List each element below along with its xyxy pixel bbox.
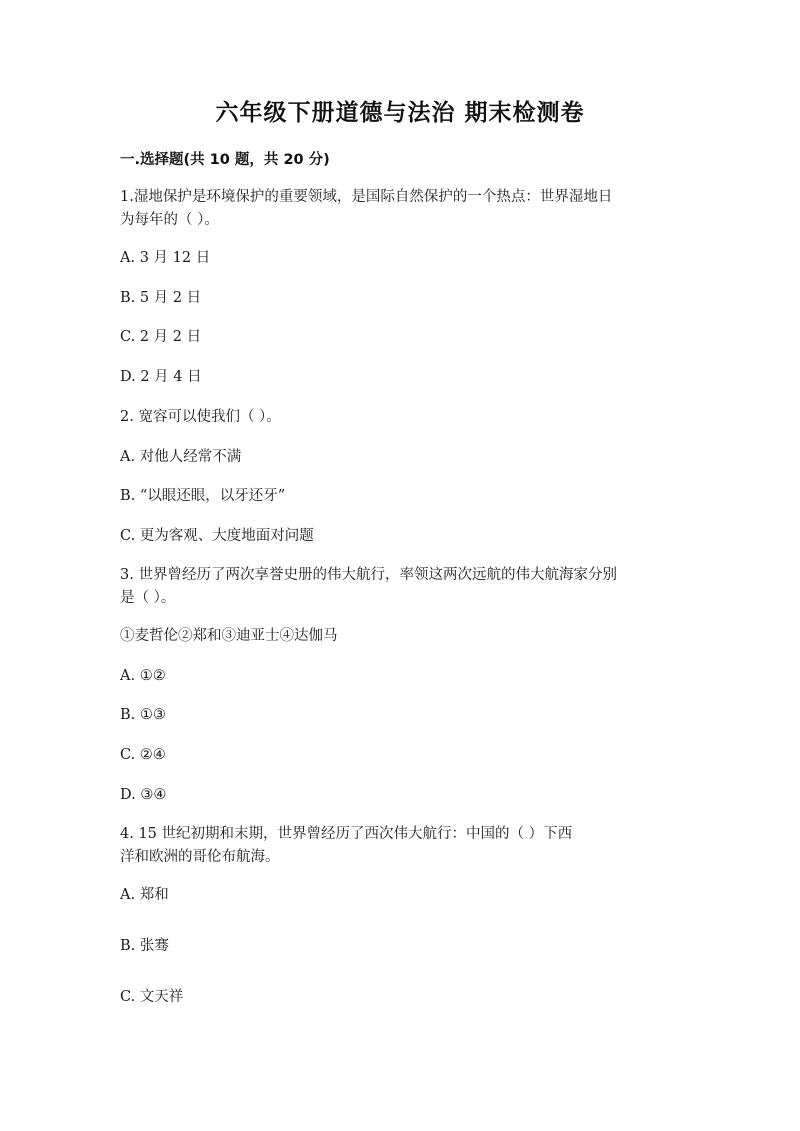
question-1-option-b: B. 5 月 2 日 (120, 290, 202, 306)
question-3-option-a: A. ①② (120, 668, 166, 684)
question-4-option-a: A. 郑和 (120, 887, 169, 903)
section-heading: 一.选择题(共 10 题，共 20 分) (120, 152, 330, 168)
question-3-stem-line-2: 是（ ）。 (120, 590, 176, 606)
question-2-option-a: A. 对他人经常不满 (120, 449, 242, 465)
question-2-stem-line-1: 2. 宽容可以使我们（ ）。 (120, 409, 281, 425)
question-1-stem-line-1: 1.湿地保护是环境保护的重要领域，是国际自然保护的一个热点：世界湿地日 (120, 189, 613, 205)
question-4-option-b: B. 张骞 (120, 938, 169, 954)
question-3-material: ①麦哲伦②郑和③迪亚士④达伽马 (120, 628, 338, 644)
question-4-stem-line-1: 4. 15 世纪初期和末期，世界曾经历了西次伟大航行：中国的（ ）下西 (120, 826, 573, 842)
question-4-stem-line-2: 洋和欧洲的哥伦布航海。 (120, 849, 280, 865)
question-2-option-c: C. 更为客观、大度地面对问题 (120, 528, 314, 544)
question-3-option-d: D. ③④ (120, 787, 167, 803)
question-3-option-c: C. ②④ (120, 747, 166, 763)
question-3-option-b: B. ①③ (120, 707, 166, 723)
question-4-option-c: C. 文天祥 (120, 989, 184, 1005)
question-1-option-c: C. 2 月 2 日 (120, 329, 202, 345)
page-title: 六年级下册道德与法治 期末检测卷 (215, 100, 585, 126)
question-3-stem-line-1: 3. 世界曾经历了两次享誉史册的伟大航行，率领这两次远航的伟大航海家分别 (120, 567, 617, 583)
question-1-option-d: D. 2 月 4 日 (120, 369, 202, 385)
question-1-option-a: A. 3 月 12 日 (120, 250, 211, 266)
question-1-stem-line-2: 为每年的（ ）。 (120, 212, 219, 228)
question-2-option-b: B. “以眼还眼，以牙还牙” (120, 488, 286, 504)
